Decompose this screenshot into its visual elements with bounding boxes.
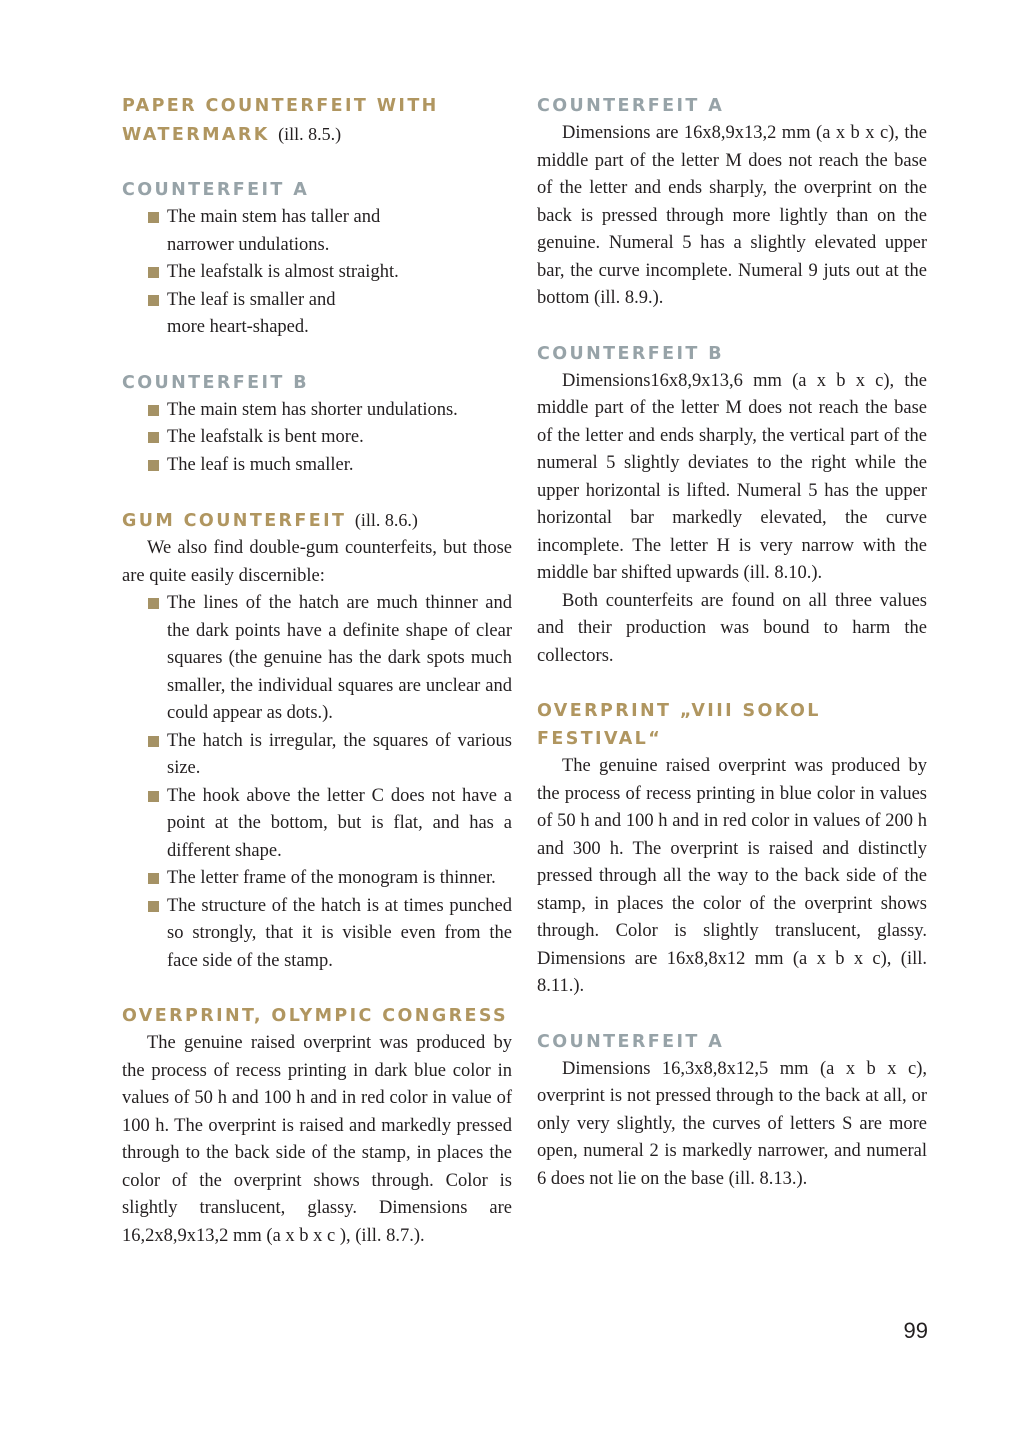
body-paragraph: The genuine raised overprint was produced by the process of recess printing in blue color in values of 50 h and 100 h and in red color in values of 200 h and 300 h. The overprint is raised and distinctly pressed through all the way to the back side of the stamp, in places the color of the overprint shows through. Color is slightly translucent, glassy. Dimensions are 16x8,8x12 mm (a x b x c), (ill. 8.11.). xyxy=(537,756,927,996)
heading-line-1: OVERPRINT „VIII SOKOL xyxy=(537,701,821,721)
heading-line-2: FESTIVAL“ xyxy=(537,729,663,749)
left-column xyxy=(122,92,512,1250)
square-bullet-icon xyxy=(148,432,159,443)
square-bullet-icon xyxy=(148,212,159,223)
subsection-heading: COUNTERFEIT B xyxy=(122,372,309,393)
subsection-heading: COUNTERFEIT B xyxy=(537,343,724,364)
body-paragraph: Dimensions 16,3x8,8x12,5 mm (a x b x c), overprint is not pressed through to the back at all, or only very slightly, the curves of letters S are more open, numeral 2 is markedly narrower, and numeral 6 does not lie on the base (ill. 8.13.). xyxy=(537,1058,927,1189)
illustration-ref: (ill. 8.5.) xyxy=(278,124,342,144)
paper-counterfeit-a xyxy=(122,176,512,342)
olympic-counterfeit-a xyxy=(537,92,927,313)
bullet-list xyxy=(122,590,512,975)
section-heading xyxy=(537,697,927,753)
illustration-ref: (ill. 8.6.) xyxy=(354,510,418,530)
section-heading: OVERPRINT, OLYMPIC CONGRESS xyxy=(122,1006,509,1026)
list-item: The leaf is much smaller. xyxy=(167,452,512,480)
square-bullet-icon xyxy=(148,901,159,912)
body-paragraph: Both counterfeits are found on all three values and their production was bound to harm the collectors. xyxy=(537,590,927,666)
section-heading xyxy=(122,506,512,535)
square-bullet-icon xyxy=(148,873,159,884)
list-item: The lines of the hatch are much thinner and the dark points have a definite shape of clear squares (the genuine has the dark spots much smaller, the individual squares are unclear and could appear as dots.). xyxy=(167,590,512,728)
list-item: The letter frame of the monogram is thinner. xyxy=(167,865,512,893)
gum-counterfeit-section xyxy=(122,506,512,975)
bullet-list xyxy=(122,397,512,480)
square-bullet-icon xyxy=(148,736,159,747)
subsection-heading: COUNTERFEIT A xyxy=(122,180,310,200)
list-item: The main stem has taller and narrower undulations. xyxy=(167,204,512,259)
body-paragraph: Dimensions are 16x8,9x13,2 mm (a x b x c), the middle part of the letter M does not reach the base of the letter and ends sharply, the overprint on the back is pressed through more lightly than on the genuine. Numeral 5 has a slightly elevated upper bar, the curve incomplete. Numeral 9 juts out at the bottom (ill. 8.9.). xyxy=(537,123,927,308)
square-bullet-icon xyxy=(148,791,159,802)
sokol-festival-section xyxy=(537,697,927,1001)
heading-title: GUM COUNTERFEIT xyxy=(122,511,347,531)
olympic-congress-section xyxy=(122,1002,512,1250)
square-bullet-icon xyxy=(148,295,159,306)
sokol-counterfeit-a xyxy=(537,1028,927,1194)
list-item: The hatch is irregular, the squares of various size. xyxy=(167,728,512,783)
subsection-heading: COUNTERFEIT A xyxy=(537,96,725,116)
heading-line-2: WATERMARK xyxy=(122,125,270,145)
body-paragraph: Dimensions16x8,9x13,6 mm (a x b x c), the middle part of the letter M does not reach the base of the letter and ends sharply, the vertical part of the numeral 5 slightly deviates to the right while the upper horizontal is lifted. Numeral 5 has the upper horizontal bar markedly elevated, the curve incomplete. The letter H is very narrow with the middle bar shifted upwards (ill. 8.10.). xyxy=(537,370,927,583)
intro-paragraph: We also find double-gum counterfeits, but those are quite easily discernible: xyxy=(122,538,512,586)
heading-line-1: PAPER COUNTERFEIT WITH xyxy=(122,96,439,116)
olympic-counterfeit-b xyxy=(537,340,927,671)
list-item: The leaf is smaller and more heart-shaped. xyxy=(167,287,512,342)
paper-counterfeit-section xyxy=(122,92,512,149)
right-column xyxy=(537,92,927,1193)
list-item: The leafstalk is almost straight. xyxy=(167,259,512,287)
page-number: 99 xyxy=(903,1318,928,1343)
bullet-list xyxy=(122,204,512,342)
paper-counterfeit-b xyxy=(122,369,512,480)
list-item: The main stem has shorter undulations. xyxy=(167,397,512,425)
square-bullet-icon xyxy=(148,405,159,416)
subsection-heading: COUNTERFEIT A xyxy=(537,1031,725,1052)
list-item: The leafstalk is bent more. xyxy=(167,424,512,452)
square-bullet-icon xyxy=(148,460,159,471)
body-paragraph: The genuine raised overprint was produced by the process of recess printing in dark blue color in values of 50 h and 100 h and in red color in value of 100 h. The overprint is raised and markedly pressed through to the back side of the stamp, in places the color of the overprint shows through. Color is slightly translucent, glassy. Dimensions are 16,2x8,9x13,2 mm (a x b x c ), (ill. 8.7.). xyxy=(122,1033,512,1246)
square-bullet-icon xyxy=(148,598,159,609)
section-heading xyxy=(122,92,512,149)
square-bullet-icon xyxy=(148,267,159,278)
list-item: The structure of the hatch is at times punched so strongly, that it is visible even from the face side of the stamp. xyxy=(167,893,512,976)
list-item: The hook above the letter C does not have a point at the bottom, but is flat, and has a different shape. xyxy=(167,783,512,866)
